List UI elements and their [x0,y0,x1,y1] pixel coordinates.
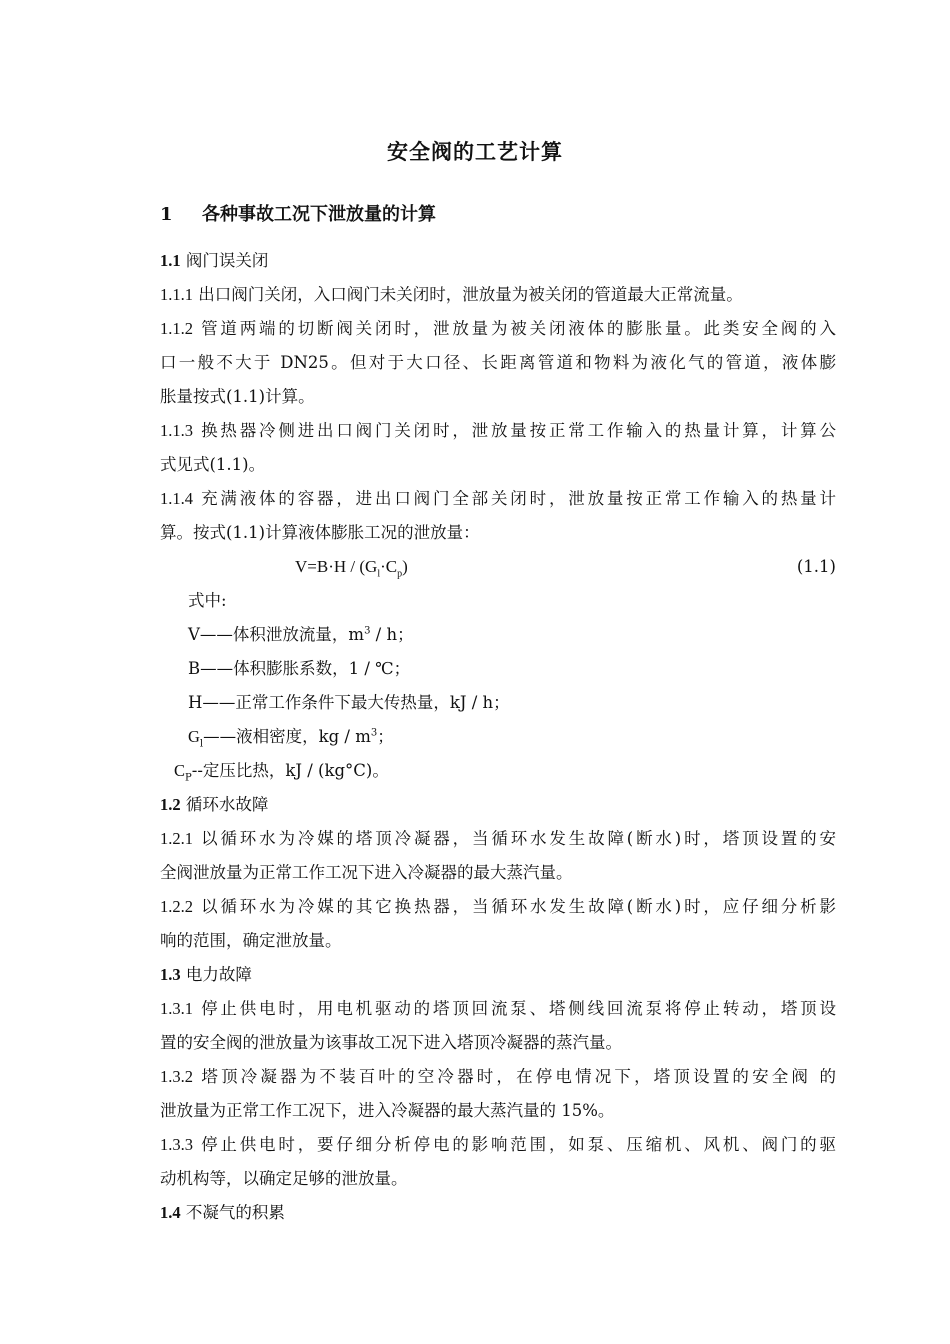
clause-number: 1.3.3 [160,1135,193,1154]
clause-number: 1.1.2 [160,319,193,338]
section-number: 1 [160,204,173,225]
clause-number: 1.2.2 [160,897,193,916]
clause-number: 1.1.4 [160,489,193,508]
clause-text: 管道两端的切断阀关闭时，泄放量为被关闭液体的膨胀量。此类安全阀的入 [201,319,837,338]
subsection-title: 电力故障 [185,965,252,984]
definition-v: V——体积泄放流量，$m^3$ / h； [188,625,414,644]
clause-number: 1.3.1 [160,999,193,1018]
section-title: 各种事故工况下泄放量的计算 [202,204,436,225]
document-body [160,244,836,1230]
paragraph-1-3-3-line2: 动机构等，以确定足够的泄放量。 [160,1169,408,1188]
formula-1-1 [160,550,836,584]
subsection-number: 1.2 [160,795,181,814]
clause-text: 停止供电时，要仔细分析停电的影响范围，如泵、压缩机、风机、阀门的驱 [201,1135,837,1154]
clause-text: 充满液体的容器，进出口阀门全部关闭时，泄放量按正常工作输入的热量计 [201,489,837,508]
section-heading-1 [160,200,436,226]
paragraph-1-3-1-line2: 置的安全阀的泄放量为该事故工况下进入塔顶冷凝器的蒸汽量。 [160,1033,622,1052]
clause-text: 换热器冷侧进出口阀门关闭时，泄放量按正常工作输入的热量计算，计算公 [201,421,837,440]
clause-text: 塔顶冷凝器为不装百叶的空冷器时，在停电情况下，塔顶设置的安全阀 的 [201,1067,837,1086]
subsection-1-4 [160,1196,836,1230]
clause-number: 1.3.2 [160,1067,193,1086]
equation-number: (1.1) [796,557,836,576]
paragraph-1-3-2-line2: 泄放量为正常工作工况下，进入冷凝器的最大蒸汽量的 15%。 [160,1101,615,1120]
subsection-1-2 [160,788,836,822]
subsection-1-1 [160,244,836,278]
subsection-number: 1.1 [160,251,181,270]
definition-b: B——体积膨胀系数，1 / ℃； [188,659,411,678]
subsection-number: 1.4 [160,1203,181,1222]
clause-text: 停止供电时，用电机驱动的塔顶回流泵、塔侧线回流泵将停止转动，塔顶设 [201,999,837,1018]
paragraph-1-1-1 [160,278,836,312]
clause-number: 1.1.3 [160,421,193,440]
subsection-title: 循环水故障 [185,795,269,814]
subsection-title: 阀门误关闭 [185,251,269,270]
clause-number: 1.1.1 [160,285,193,304]
paragraph-1-2-2-line2: 响的范围，确定泄放量。 [160,931,342,950]
paragraph-1-3-2-line1 [160,1060,836,1094]
paragraph-1-1-2-line2: 口一般不大于 DN25。但对于大口径、长距离管道和物料为液化气的管道，液体膨 [160,353,836,372]
paragraph-1-3-3-line1 [160,1128,836,1162]
paragraph-1-2-1-line2: 全阀泄放量为正常工作工况下进入冷凝器的最大蒸汽量。 [160,863,573,882]
definition-c: $C_P--$定压比热，kJ / (kg°C)。 [174,761,389,784]
clause-text: 以循环水为冷媒的塔顶冷凝器，当循环水发生故障(断水)时，塔顶设置的安 [201,829,837,848]
paragraph-1-1-2-line1 [160,312,836,346]
clause-text: 出口阀门关闭，入口阀门未关闭时，泄放量为被关闭的管道最大正常流量。 [198,285,743,304]
page-title: 安全阀的工艺计算 [387,139,563,164]
where-label: 式中: [188,591,227,610]
subsection-title: 不凝气的积累 [185,1203,285,1222]
paragraph-1-1-4-line1 [160,482,836,516]
clause-text: 以循环水为冷媒的其它换热器，当循环水发生故障(断水)时，应仔细分析影 [201,897,837,916]
definition-g: $G_l——$液相密度，kg / $m^3$； [188,727,394,750]
paragraph-1-1-2-line3: 胀量按式(1.1)计算。 [160,387,315,406]
paragraph-1-2-1-line1 [160,822,836,856]
subsection-number: 1.3 [160,965,181,984]
clause-number: 1.2.1 [160,829,193,848]
definition-h: H——正常工作条件下最大传热量，kJ / h； [188,693,510,712]
paragraph-1-1-3-line2: 式见式(1.1)。 [160,455,266,474]
formula-expression: $V=B\cdot H / (G_l\cdot C_p)$ [295,557,408,580]
paragraph-1-3-1-line1 [160,992,836,1026]
paragraph-1-1-3-line1 [160,414,836,448]
paragraph-1-2-2-line1 [160,890,836,924]
paragraph-1-1-4-line2: 算。按式(1.1)计算液体膨胀工况的泄放量： [160,523,480,542]
subsection-1-3 [160,958,836,992]
